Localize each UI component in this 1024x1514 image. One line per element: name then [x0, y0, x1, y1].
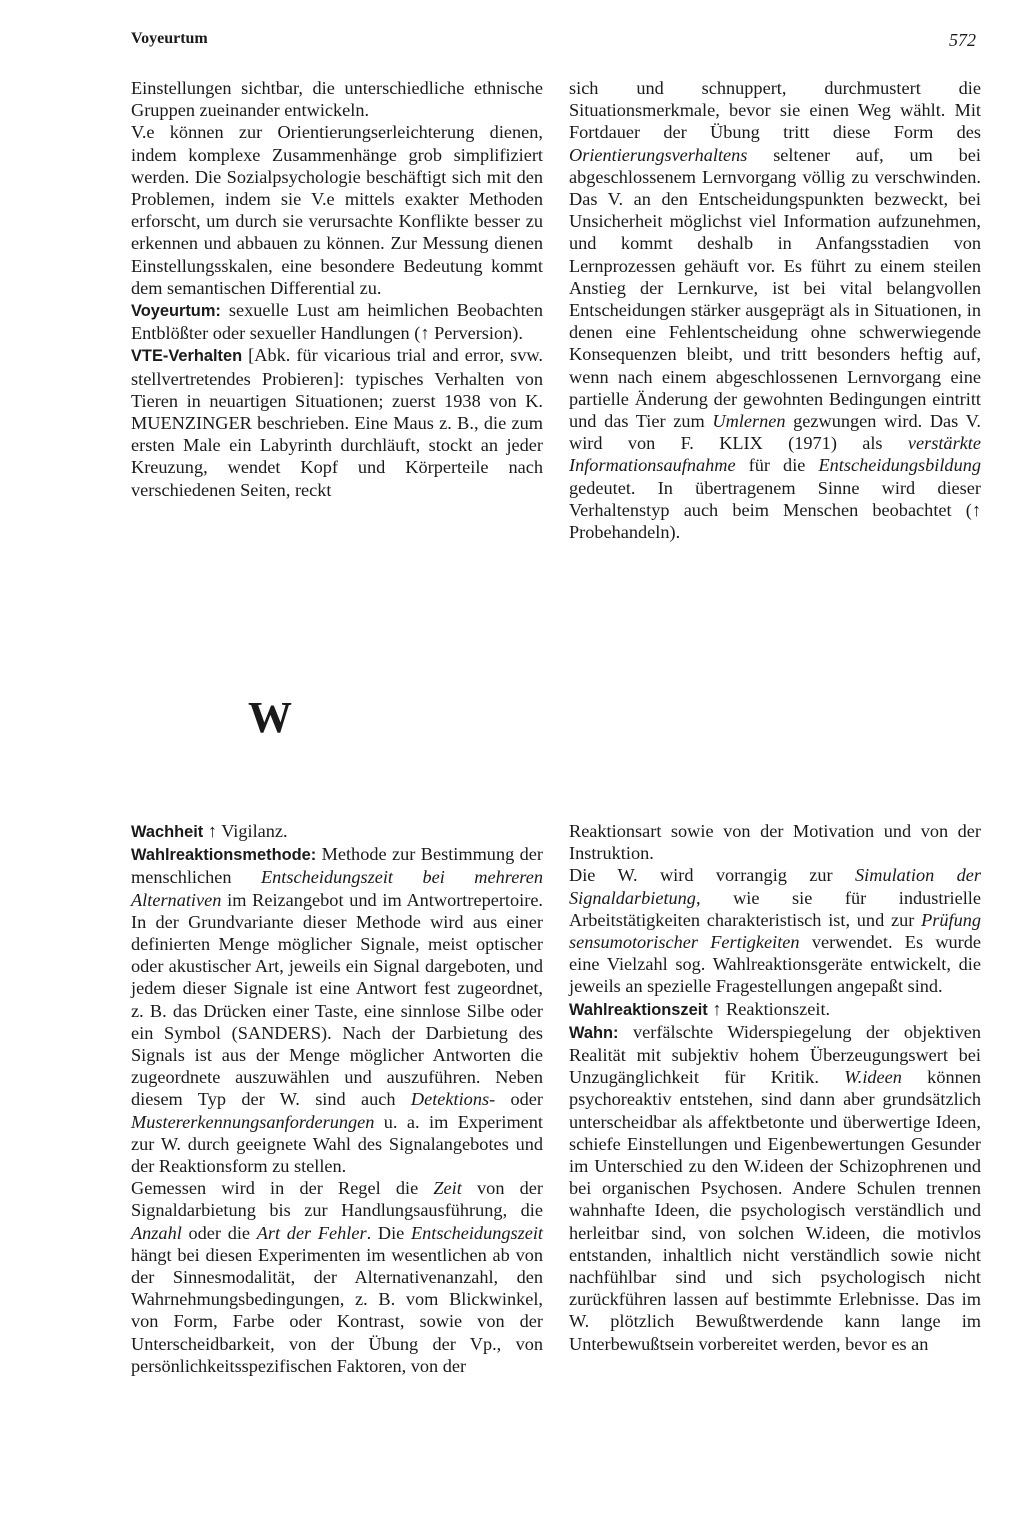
- text-run: seltener auf, um bei abgeschlossenem Lernvorgang völlig zu verschwinden. Das V. an den Entscheidungspunkten bezweckt, bei Unsicherheit möglichst viel Information aufzunehmen, und kommt deshalb in Anfangsstadien von Lernprozessen gehäuft vor. Es führt zu einem steilen Anstieg der Lernkurve, ist bei vital belangvollen Entscheidungen stärker ausgeprägt als in Situationen, in denen eine Fehlentscheidung ohne schwerwiegende Konsequenzen bleibt, und tritt besonders heftig auf, wenn nach einem abgeschlossenen Lernvorgang eine partielle Änderung der gewohnten Bedingungen eintritt und das Tier zum: [569, 144, 981, 432]
- italic-run: Entscheidungszeit: [410, 1222, 543, 1243]
- paragraph: V.e können zur Orientierungserleichterung dienen, indem komplexe Zusammenhänge grob simplifiziert werden. Die Sozialpsychologie beschäftigt sich mit den Problemen, indem sie V.e mittels exakter Methoden erforscht, um durch sie verursachte Konflikte besser zu erkennen und abbauen zu können. Zur Messung dienen Einstellungsskalen, eine besondere Bedeutung kommt dem semantischen Differential zu.: [131, 122, 543, 298]
- column-bottom-left: [131, 820, 543, 1377]
- headword: Wahn:: [569, 1023, 619, 1042]
- italic-run: Detektions-: [410, 1089, 496, 1110]
- paragraph: [569, 864, 981, 997]
- text-run: oder: [495, 1089, 543, 1110]
- headword: Wahlreaktionszeit: [569, 1000, 708, 1019]
- italic-run: verstärkte Informationsaufnahme: [569, 433, 981, 476]
- text-run: für die: [735, 455, 819, 476]
- headword: VTE-Verhalten: [131, 347, 243, 366]
- text-run: sich und schnuppert, durchmustert die Situationsmerkmale, bevor sie einen Weg wählt. Mit Fortdauer der Übung tritt diese Form des: [569, 78, 981, 143]
- text-run: , wie sie für industrielle Arbeitstätigkeiten charakteristisch ist, und zur: [569, 887, 981, 930]
- entry-text: [Abk. für vicarious trial and error, svw. stellvertretendes Probieren]: typisches Verhalten von Tieren in neuartigen Situationen; zuerst 1938 von K. MUENZINGER beschrieben. Eine Maus z. B., die zum ersten Male ein Labyrinth durchläuft, stockt an jeder Kreuzung, wendet Kopf und Körperteile nach verschiedenen Seiten, reckt: [131, 345, 543, 500]
- entry-wahlreaktionszeit: [569, 998, 981, 1021]
- text-run: Gemessen wird in der Regel die: [131, 1178, 434, 1199]
- entry-voyeurtum: [131, 299, 543, 344]
- text-run: hängt bei diesen Experimenten im wesentlichen ab von der Sinnesmodalität, der Alternativenanzahl, den Wahrnehmungsbedingungen, z. B. vom Blickwinkel, von Form, Farbe oder Kontrast, sowie von der Unterscheidbarkeit, von der Übung der Vp., von persönlichkeitsspezifischen Faktoren, von der: [131, 1244, 543, 1376]
- text-run: gezwungen wird. Das V. wird von F. KLIX (1971) als: [569, 411, 981, 454]
- text-run: Die W. wird vorrangig zur: [569, 865, 856, 886]
- italic-run: Zeit: [433, 1178, 462, 1199]
- italic-run: Prüfung sensumotorischer Fertigkeiten: [569, 909, 981, 953]
- page-header: [131, 30, 976, 58]
- italic-run: W.ideen: [844, 1067, 902, 1088]
- column-top-left: [131, 77, 543, 501]
- headword: Wachheit: [131, 823, 204, 841]
- italic-run: Entscheidungszeit bei mehreren Alternativen: [131, 867, 543, 910]
- entry-wachheit: [131, 820, 543, 843]
- text-run: Methode zur Bestimmung der menschlichen: [131, 844, 543, 888]
- text-run: oder die: [181, 1222, 257, 1243]
- italic-run: Orientierungsverhaltens: [569, 144, 748, 165]
- running-head: Voyeurtum: [131, 30, 208, 47]
- entry-wahn: [569, 1021, 981, 1355]
- text-run: verfälschte Widerspiegelung der objektiven Realität mit subjektiv hohem Überzeugungswert bei Unzugänglichkeit für Kritik.: [569, 1021, 981, 1088]
- paragraph-continuation: [569, 77, 981, 543]
- headword: Voyeurtum:: [131, 302, 221, 321]
- paragraph-continuation: Einstellungen sichtbar, die unterschiedliche ethnische Gruppen zueinander entwickeln.: [131, 78, 543, 121]
- paragraph: [131, 1177, 543, 1377]
- section-letter: W: [248, 693, 292, 742]
- text-run: können psychoreaktiv entstehen, sind dann aber grundsätzlich unterscheidbar als affektbetonte und überwertige Ideen, schiefe Einstellungen und Eigenbewertungen Gesunder im Unterschied zu den W.ideen der Schizophrenen und bei organischen Psychosen. Andere Schulen trennen wahnhafte Ideen, die psychologisch verständlich und herleitbar sind, von solchen W.ideen, die motivlos entstanden, inhaltlich nicht verständlich sowie nicht nachfühlbar sind und sich psychologisch nicht zurückführen lassen auf bestimmte Erlebnisse. Das im W. plötzlich Bewußtwerdende kann lange im Unterbewußtsein vorbereitet werden, bevor es an: [569, 1067, 981, 1354]
- paragraph-continuation: Reaktionsart sowie von der Motivation und von der Instruktion.: [569, 821, 981, 864]
- entry-text: sexuelle Lust am heimlichen Beobachten Entblößter oder sexueller Handlungen (↑ Perversion).: [131, 300, 543, 344]
- page-number: 572: [949, 30, 976, 50]
- entry-text: ↑ Vigilanz.: [203, 821, 288, 841]
- italic-run: Umlernen: [712, 411, 786, 432]
- text-run: verwendet. Es wurde eine Vielzahl sog. Wahlreaktionsgeräte entwickelt, die jeweils an spezielle Fragestellungen angepaßt sind.: [569, 932, 981, 997]
- entry-wahlreaktionsmethode: [131, 843, 543, 1177]
- italic-run: Mustererkennungsanforderungen: [131, 1111, 375, 1132]
- text-run: von der Signaldarbietung bis zur Handlungsausführung, die: [131, 1178, 544, 1221]
- entry-text: ↑ Reaktionszeit.: [707, 998, 831, 1019]
- italic-run: Anzahl: [131, 1222, 182, 1243]
- column-bottom-right: [569, 820, 981, 1355]
- text-run: . Die: [366, 1222, 411, 1243]
- italic-run: Simulation der Signaldarbietung: [569, 865, 981, 908]
- text-run: u. a. im Experiment zur W. durch geeignete Wahl des Signalangebotes und der Reaktionsform zu stellen.: [131, 1111, 543, 1177]
- italic-run: Entscheidungsbildung: [818, 455, 981, 476]
- italic-run: Art der Fehler: [256, 1222, 367, 1243]
- headword: Wahlreaktionsmethode:: [131, 846, 317, 865]
- column-top-right: [569, 77, 981, 543]
- entry-vte-verhalten: [131, 344, 543, 500]
- text-run: im Reizangebot und im Antwortrepertoire. In der Grundvariante dieser Methode wird aus einer definierten Menge möglicher Signale, meist optischer oder akustischer Art, jeweils ein Signal dargeboten, und jedem dieser Signale ist eine Antwort fest zugeordnet, z. B. das Drücken einer Taste, eine sinnlose Silbe oder ein Symbol (SANDERS). Nach der Darbietung des Signals ist aus der Menge möglicher Antworten die zugeordnete auszuwählen und auszuführen. Neben diesem Typ der W. sind auch: [131, 889, 543, 1110]
- text-run: gedeutet. In übertragenem Sinne wird dieser Verhaltenstyp auch beim Menschen beobachtet (↑ Probehandeln).: [569, 477, 981, 543]
